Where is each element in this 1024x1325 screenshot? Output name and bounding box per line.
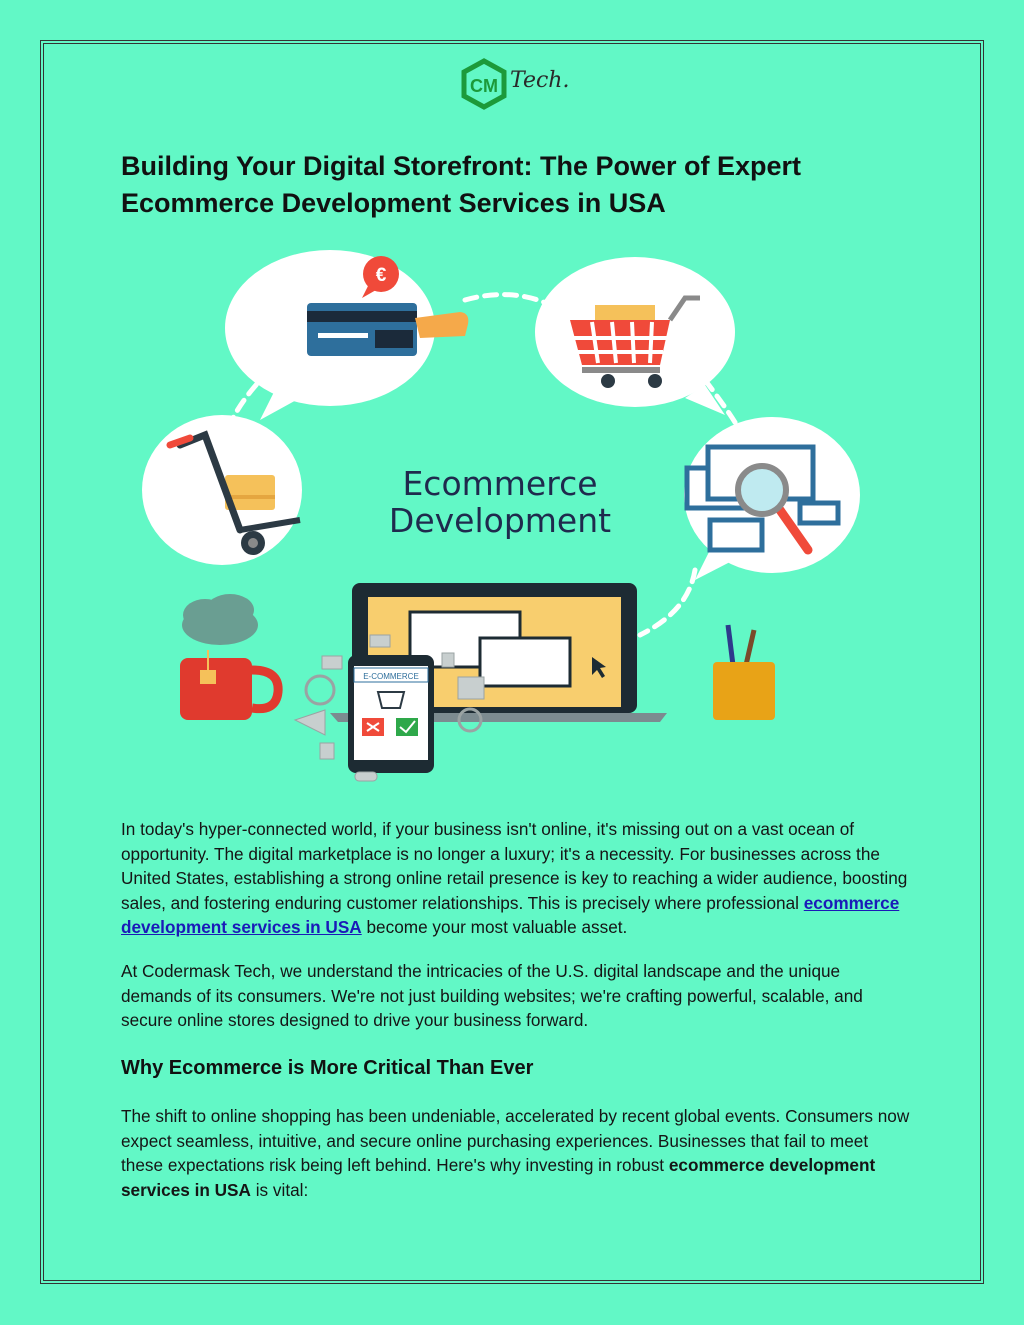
intro-paragraph: In today's hyper-connected world, if your business isn't online, it's missing out on a vast ocean of opportunity. The digital marketplace is no longer a luxury; it's a necessity. For businesses across the United States, establishing a strong online retail presence is key to reaching a wider audience, boosting sales, and fostering enduring customer relationships. This is precisely where professional ecommerce development services in USA become your most valuable asset. [121, 819, 908, 937]
mug-icon [180, 650, 278, 720]
magnifier-windows-icon [684, 417, 860, 580]
article-title: Building Your Digital Storefront: The Power of Expert Ecommerce Development Services in USA [121, 151, 802, 218]
illustration-label-line2: Development [388, 501, 612, 540]
svg-text:CM: CM [470, 76, 498, 96]
hand-truck-icon [142, 415, 302, 565]
illustration-label-line1: Ecommerce [402, 464, 598, 503]
ecommerce-illustration [130, 250, 870, 800]
ecommerce-services-link[interactable]: ecommerce development services in USA [121, 892, 900, 937]
cm-logo-icon [460, 58, 508, 110]
section-heading: Why Ecommerce is More Critical Than Ever [121, 1057, 534, 1079]
credit-card-icon [225, 250, 468, 420]
svg-text:E-COMMERCE: E-COMMERCE [363, 672, 419, 681]
shopping-cart-icon [535, 257, 735, 415]
brand-wordmark: Tech. [510, 68, 570, 93]
svg-text:€: € [375, 265, 387, 286]
why-paragraph: The shift to online shopping has been undeniable, accelerated by recent global events. Consumers now expect seamless, intuitive, and secure online purchasing experiences. Businesses that fail to meet these expectations risk being left behind. Here's why investing in robust ecommerce development services in USA is vital: [121, 1106, 910, 1200]
pencil-cup-icon [713, 625, 775, 720]
phone-icon [348, 655, 434, 773]
about-paragraph: At Codermask Tech, we understand the intricacies of the U.S. digital landscape and the unique demands of its consumers. We're not just building websites; we're crafting powerful, scalable, and secure online stores designed to drive your business forward. [121, 961, 863, 1030]
cloud-icon [182, 594, 258, 645]
brand-logo[interactable] [460, 58, 570, 110]
bold-keyword: ecommerce development services in USA [121, 1155, 876, 1200]
